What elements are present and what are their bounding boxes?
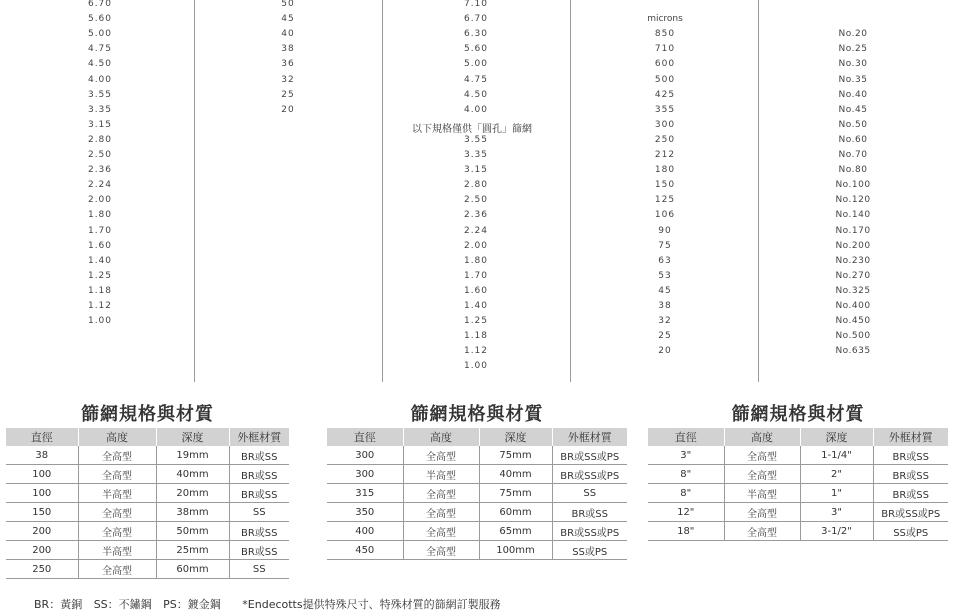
sieve-size-mm: 5.00	[87, 29, 113, 40]
table-row	[6, 465, 289, 484]
table-cell: 12"	[648, 503, 724, 522]
table-row	[327, 484, 627, 503]
sieve-size-mm: 2.24	[463, 225, 489, 236]
mesh-number: No.270	[835, 270, 871, 281]
table-cell: SS或PS	[873, 522, 948, 541]
table-cell: 全高型	[724, 446, 800, 465]
table-cell: 3"	[800, 503, 873, 522]
table-cell: 315	[327, 484, 403, 503]
spec-table	[648, 428, 948, 541]
table-header-row	[648, 428, 948, 446]
table-cell: 100mm	[479, 541, 552, 560]
sieve-size-mm: 5.00	[463, 59, 489, 70]
mesh-number: No.25	[838, 44, 868, 55]
sieve-size-mm: 6.70	[87, 0, 113, 9]
table-cell: 38mm	[156, 503, 229, 522]
column-header: 外框材質	[873, 428, 948, 446]
table-cell: BR或SS	[552, 503, 627, 522]
sieve-size-microns: 75	[658, 240, 672, 251]
table-cell: 全高型	[78, 560, 156, 579]
sieve-size-microns: 53	[658, 270, 672, 281]
sieve-size-mm: 3.15	[463, 165, 489, 176]
sieve-size-mm: 2.00	[463, 240, 489, 251]
sieve-size-mm: 38	[281, 44, 295, 55]
mesh-number: No.120	[835, 195, 871, 206]
column-header: 深度	[479, 428, 552, 446]
table-cell: 半高型	[403, 465, 479, 484]
sieve-size-mm: 6.30	[463, 29, 489, 40]
table-cell: 8"	[648, 465, 724, 484]
table-cell: 1"	[800, 484, 873, 503]
table-row	[648, 465, 948, 484]
table-cell: SS	[229, 560, 289, 579]
sieve-size-microns: 212	[654, 150, 676, 160]
sieve-size-mm: 2.50	[87, 150, 113, 160]
legend-ps: PS：鍍金鋼	[163, 598, 221, 611]
sieve-size-mm: 20	[281, 104, 295, 115]
mesh-number: No.325	[835, 285, 871, 296]
table-cell: BR或SS	[873, 484, 948, 503]
column-header: 外框材質	[229, 428, 289, 446]
footer-legend	[34, 596, 509, 612]
mesh-number: No.635	[835, 346, 871, 357]
section-title: 篩網規格與材質	[81, 404, 214, 425]
sieve-size-mm: 2.80	[463, 180, 489, 191]
table-cell: 全高型	[403, 484, 479, 503]
mesh-number: No.20	[838, 29, 868, 40]
sieve-size-mm: 1.12	[463, 346, 489, 357]
sieve-size-microns: 38	[658, 301, 672, 311]
section-title: 篩網規格與材質	[410, 404, 544, 425]
table-cell: 全高型	[403, 522, 479, 541]
sieve-size-mm: 1.12	[87, 301, 113, 311]
sieve-size-mm: 1.25	[463, 316, 489, 327]
sieve-size-mm: 3.55	[87, 89, 113, 100]
table-cell: 200	[6, 522, 78, 541]
sieve-size-mm: 32	[281, 74, 295, 85]
sieve-size-microns: 20	[658, 346, 672, 357]
column-header: 外框材質	[552, 428, 627, 446]
table-cell: 60mm	[479, 503, 552, 522]
sieve-size-mm: 1.60	[463, 285, 489, 296]
sieve-size-mm: 2.36	[87, 165, 113, 176]
table-cell: 全高型	[724, 465, 800, 484]
table-cell: 200	[6, 541, 78, 560]
column-divider	[194, 0, 195, 382]
table-cell: 450	[327, 541, 403, 560]
legend-br: BR：黃銅	[34, 598, 83, 611]
column-header: 深度	[156, 428, 229, 446]
table-row	[6, 560, 289, 579]
spec-table	[6, 428, 289, 579]
table-cell: 25mm	[156, 541, 229, 560]
table-cell: 75mm	[479, 446, 552, 465]
column-header: 直徑	[648, 428, 724, 446]
table-cell: 全高型	[403, 503, 479, 522]
sieve-size-microns: 150	[654, 180, 676, 191]
table-cell: 60mm	[156, 560, 229, 579]
table-cell: 1-1/4"	[800, 446, 873, 465]
sieve-size-microns: 180	[654, 165, 676, 176]
sieve-size-mm: 50	[281, 0, 295, 9]
table-cell: 40mm	[156, 465, 229, 484]
sieve-size-microns: 90	[658, 225, 672, 236]
table-cell: BR或SS	[229, 522, 289, 541]
legend-ss: SS：不鏽鋼	[93, 598, 152, 611]
mesh-number: No.500	[835, 331, 871, 342]
sieve-size-mm: 3.15	[87, 119, 113, 130]
table-cell: 全高型	[403, 541, 479, 560]
microns-label: microns	[647, 14, 683, 25]
sieve-size-mm: 25	[281, 89, 295, 100]
sieve-size-mm: 1.40	[463, 301, 489, 311]
sieve-size-mm: 1.00	[463, 361, 489, 372]
table-row	[6, 503, 289, 522]
table-row	[327, 541, 627, 560]
table-cell: 半高型	[78, 541, 156, 560]
table-row	[648, 503, 948, 522]
table-cell: 3"	[648, 446, 724, 465]
mesh-number: No.450	[835, 316, 871, 327]
column-divider	[570, 0, 571, 382]
sieve-size-mm: 1.18	[463, 331, 489, 342]
sieve-size-microns: 45	[658, 285, 672, 296]
sieve-size-mm: 1.40	[87, 255, 113, 266]
mesh-number: No.50	[838, 119, 868, 130]
table-row	[6, 446, 289, 465]
table-cell: 20mm	[156, 484, 229, 503]
table-cell: 65mm	[479, 522, 552, 541]
section-title: 篩網規格與材質	[731, 404, 865, 425]
sieve-size-microns: 25	[658, 331, 672, 342]
column-header: 高度	[78, 428, 156, 446]
sieve-size-microns: 850	[654, 29, 676, 40]
sieve-size-mm: 3.55	[463, 134, 489, 145]
table-row	[327, 465, 627, 484]
custom-service-note: *Endecotts提供特殊尺寸、特殊材質的篩網訂製服務	[242, 598, 501, 611]
table-cell: 150	[6, 503, 78, 522]
sieve-size-mm: 5.60	[463, 44, 489, 55]
table-row	[6, 484, 289, 503]
sieve-size-microns: 500	[654, 74, 676, 85]
sieve-size-mm: 1.60	[87, 240, 113, 251]
round-hole-note: 以下規格僅供「圓孔」篩網	[412, 124, 532, 135]
table-row	[6, 541, 289, 560]
table-header-row	[6, 428, 289, 446]
spec-section-1	[6, 402, 289, 579]
table-row	[648, 522, 948, 541]
table-cell: 300	[327, 465, 403, 484]
table-cell: SS或PS	[552, 541, 627, 560]
sieve-size-microns: 425	[654, 89, 676, 100]
table-cell: 50mm	[156, 522, 229, 541]
mesh-number: No.30	[838, 59, 868, 70]
sieve-size-mm: 4.75	[463, 74, 489, 85]
column-header: 直徑	[327, 428, 403, 446]
sieve-size-microns: 600	[654, 59, 676, 70]
column-divider	[382, 0, 383, 382]
table-cell: 8"	[648, 484, 724, 503]
sieve-size-mm: 1.80	[463, 255, 489, 266]
sieve-size-mm: 1.18	[87, 285, 113, 296]
table-cell: 半高型	[724, 484, 800, 503]
table-cell: 40mm	[479, 465, 552, 484]
table-cell: 全高型	[724, 522, 800, 541]
sieve-size-mm: 45	[281, 14, 295, 25]
table-cell: 100	[6, 465, 78, 484]
sieve-size-microns: 300	[654, 119, 676, 130]
table-cell: 19mm	[156, 446, 229, 465]
table-cell: SS	[552, 484, 627, 503]
table-row	[648, 446, 948, 465]
table-cell: 100	[6, 484, 78, 503]
sieve-size-mm: 2.24	[87, 180, 113, 191]
sieve-size-mm: 40	[281, 29, 295, 40]
table-cell: BR或SS	[873, 465, 948, 484]
sieve-size-mm: 2.50	[463, 195, 489, 206]
sieve-size-microns: 355	[654, 104, 676, 115]
table-cell: BR或SS或PS	[552, 465, 627, 484]
sieve-size-microns: 63	[658, 255, 672, 266]
table-cell: BR或SS或PS	[873, 503, 948, 522]
sieve-size-mm: 1.25	[87, 270, 113, 281]
sieve-size-mm: 5.60	[87, 14, 113, 25]
mesh-number: No.230	[835, 255, 871, 266]
mesh-number: No.70	[838, 150, 868, 160]
table-cell: 300	[327, 446, 403, 465]
table-cell: 全高型	[78, 446, 156, 465]
table-cell: 全高型	[403, 446, 479, 465]
sieve-size-mm: 1.80	[87, 210, 113, 221]
table-cell: 350	[327, 503, 403, 522]
table-cell: BR或SS	[229, 446, 289, 465]
mesh-number: No.45	[838, 104, 868, 115]
sieve-size-microns: 125	[654, 195, 676, 206]
sieve-size-microns: 710	[654, 44, 676, 55]
sieve-size-microns: 106	[654, 210, 676, 221]
sieve-size-mm: 36	[281, 59, 295, 70]
table-cell: 全高型	[78, 503, 156, 522]
sieve-size-mm: 4.75	[87, 44, 113, 55]
table-cell: SS	[229, 503, 289, 522]
sieve-size-microns: 32	[658, 316, 672, 327]
table-cell: 2"	[800, 465, 873, 484]
spec-section-3	[648, 402, 948, 541]
sieve-size-mm: 2.00	[87, 195, 113, 206]
column-header: 高度	[724, 428, 800, 446]
table-cell: BR或SS或PS	[552, 446, 627, 465]
sieve-size-mm: 2.80	[87, 134, 113, 145]
sieve-size-mm: 4.00	[463, 104, 489, 115]
sieve-size-mm: 4.50	[463, 89, 489, 100]
table-row	[648, 484, 948, 503]
table-cell: 38	[6, 446, 78, 465]
table-cell: BR或SS	[873, 446, 948, 465]
column-divider	[758, 0, 759, 382]
mesh-number: No.140	[835, 210, 871, 221]
table-header-row	[327, 428, 627, 446]
table-cell: 250	[6, 560, 78, 579]
sieve-size-mm: 1.00	[87, 316, 113, 327]
table-cell: 半高型	[78, 484, 156, 503]
mesh-number: No.200	[835, 240, 871, 251]
table-cell: BR或SS	[229, 465, 289, 484]
table-cell: BR或SS	[229, 484, 289, 503]
sieve-size-mm: 1.70	[87, 225, 113, 236]
table-cell: 75mm	[479, 484, 552, 503]
mesh-number: No.35	[838, 74, 868, 85]
sieve-size-mm: 3.35	[87, 104, 113, 115]
table-cell: 全高型	[78, 522, 156, 541]
mesh-number: No.80	[838, 165, 868, 176]
table-cell: 全高型	[78, 465, 156, 484]
sieve-size-mm: 7.10	[463, 0, 489, 9]
column-header: 直徑	[6, 428, 78, 446]
table-cell: 18"	[648, 522, 724, 541]
table-cell: BR或SS	[229, 541, 289, 560]
mesh-number: No.400	[835, 301, 871, 311]
table-cell: 全高型	[724, 503, 800, 522]
mesh-number: No.40	[838, 89, 868, 100]
table-row	[6, 522, 289, 541]
table-cell: BR或SS或PS	[552, 522, 627, 541]
sieve-size-microns: 250	[654, 134, 676, 145]
column-header: 高度	[403, 428, 479, 446]
table-cell: 3-1/2"	[800, 522, 873, 541]
sieve-size-mm: 4.00	[87, 74, 113, 85]
sieve-size-mm: 3.35	[463, 150, 489, 160]
spec-section-2	[327, 402, 627, 560]
table-row	[327, 503, 627, 522]
table-cell: 400	[327, 522, 403, 541]
sieve-size-mm: 2.36	[463, 210, 489, 221]
mesh-number: No.170	[835, 225, 871, 236]
table-row	[327, 446, 627, 465]
column-header: 深度	[800, 428, 873, 446]
sieve-size-mm: 1.70	[463, 270, 489, 281]
table-row	[327, 522, 627, 541]
mesh-number: No.60	[838, 134, 868, 145]
mesh-number: No.100	[835, 180, 871, 191]
sieve-size-mm: 4.50	[87, 59, 113, 70]
sieve-size-mm: 6.70	[463, 14, 489, 25]
spec-table	[327, 428, 627, 560]
